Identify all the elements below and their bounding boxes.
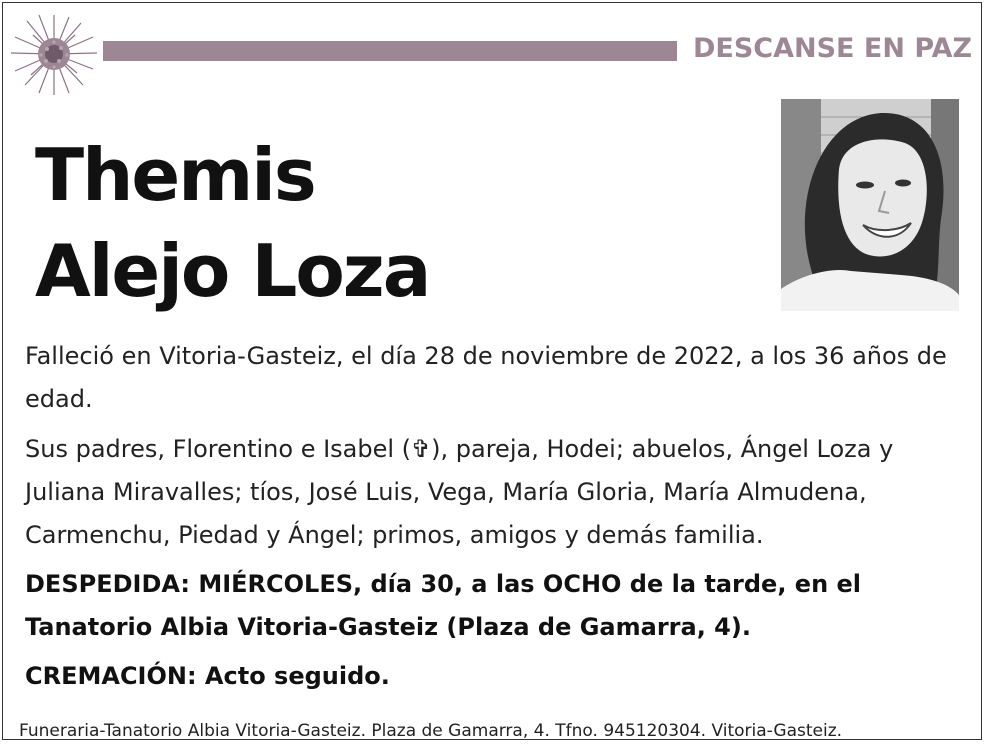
death-paragraph: Falleció en Vitoria-Gasteiz, el día 28 de noviembre de 2022, a los 36 años de edad. [25, 342, 947, 413]
cremation-paragraph: CREMACIÓN: Acto seguido. [25, 662, 390, 690]
portrait-photo-icon [781, 99, 959, 311]
family-paragraph: Sus padres, Florentino e Isabel (✞), pareja, Hodei; abuelos, Ángel Loza y Juliana Miravalles; tíos, José Luis, Vega, María Gloria, María Almudena, Carmenchu, Piedad y Ángel; primos, amigos y demás familia. [25, 435, 894, 549]
deceased-first-name: Themis [35, 133, 315, 217]
obituary-card [2, 2, 982, 740]
deceased-last-name: Alejo Loza [35, 229, 430, 313]
funeral-home-footer: Funeraria-Tanatorio Albia Vitoria-Gasteiz. Plaza de Gamarra, 4. Tfno. 945120304. Vitoria-Gasteiz. [19, 721, 843, 741]
farewell-paragraph: DESPEDIDA: MIÉRCOLES, día 30, a las OCHO de la tarde, en el Tanatorio Albia Vitoria-Gasteiz (Plaza de Gamarra, 4). [25, 570, 862, 641]
header-label: DESCANSE EN PAZ [693, 33, 973, 64]
thistle-flower-icon [9, 11, 99, 97]
header-divider-bar [103, 41, 677, 61]
